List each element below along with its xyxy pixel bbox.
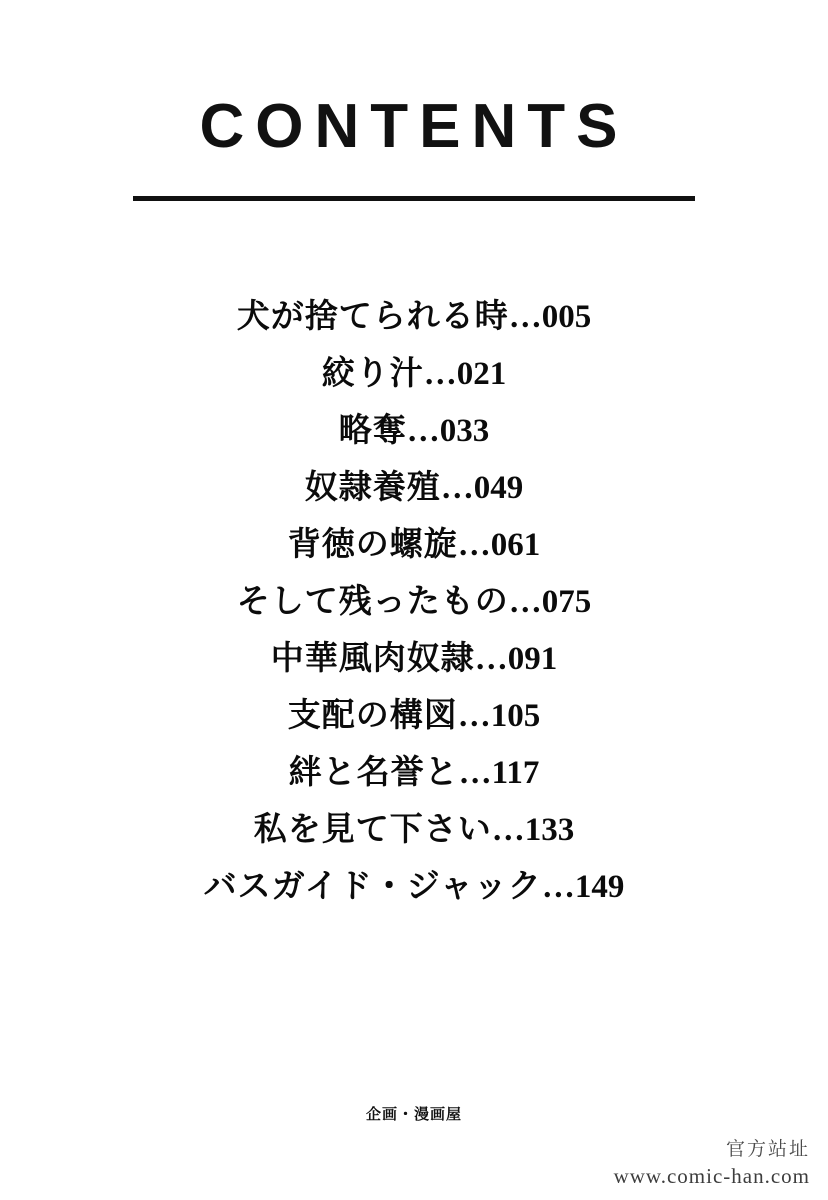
toc-entry-title: 背徳の螺旋 — [287, 524, 458, 563]
toc-entry-page: 033 — [439, 413, 490, 449]
toc-entry-page: 149 — [574, 869, 625, 905]
toc-entry-page: 021 — [456, 356, 507, 392]
toc-entry-page: 005 — [541, 299, 592, 335]
watermark — [614, 1136, 810, 1190]
watermark-url: www.comic-han.com — [613, 1164, 810, 1188]
list-item[interactable] — [0, 516, 828, 573]
list-item[interactable] — [0, 630, 828, 687]
list-item[interactable] — [0, 573, 828, 630]
list-item[interactable] — [0, 345, 828, 402]
table-of-contents — [0, 288, 828, 915]
toc-entry-title: 略奪 — [338, 410, 407, 449]
title-divider — [133, 196, 695, 201]
toc-entry-separator: … — [423, 356, 457, 392]
list-item[interactable] — [0, 402, 828, 459]
toc-entry-page: 133 — [524, 812, 575, 848]
toc-entry-title: 私を見て下さい — [253, 809, 492, 848]
page-title: CONTENTS — [199, 92, 629, 161]
list-item[interactable] — [0, 687, 828, 744]
toc-entry-title: そして残ったもの — [236, 581, 509, 620]
toc-entry-page: 049 — [473, 470, 524, 506]
toc-entry-separator: … — [508, 584, 542, 620]
toc-entry-title: 犬が捨てられる時 — [236, 296, 509, 335]
toc-entry-separator: … — [406, 413, 440, 449]
toc-entry-page: 091 — [507, 641, 558, 677]
toc-entry-separator: … — [457, 527, 491, 563]
list-item[interactable] — [0, 858, 828, 915]
toc-entry-separator: … — [508, 299, 542, 335]
toc-entry-separator: … — [491, 812, 525, 848]
toc-entry-title: 絆と名誉と — [288, 752, 459, 791]
toc-entry-title: 絞り汁 — [321, 353, 424, 392]
toc-entry-separator: … — [541, 869, 575, 905]
list-item[interactable] — [0, 744, 828, 801]
list-item[interactable] — [0, 288, 828, 345]
toc-entry-title: 中華風肉奴隷 — [270, 638, 475, 677]
toc-entry-page: 075 — [541, 584, 592, 620]
toc-entry-title: バスガイド・ジャック — [203, 866, 542, 905]
toc-entry-separator: … — [474, 641, 508, 677]
toc-entry-separator: … — [458, 755, 492, 791]
toc-entry-title: 奴隷養殖 — [304, 467, 441, 506]
watermark-label: 官方站址 — [725, 1138, 810, 1160]
toc-entry-title: 支配の構図 — [287, 695, 458, 734]
toc-entry-separator: … — [440, 470, 474, 506]
toc-entry-separator: … — [457, 698, 491, 734]
publisher-credit: 企画・漫画屋 — [365, 1105, 462, 1123]
toc-entry-page: 061 — [490, 527, 541, 563]
list-item[interactable] — [0, 801, 828, 858]
toc-entry-page: 105 — [490, 698, 541, 734]
list-item[interactable] — [0, 459, 828, 516]
toc-entry-page: 117 — [491, 755, 540, 791]
